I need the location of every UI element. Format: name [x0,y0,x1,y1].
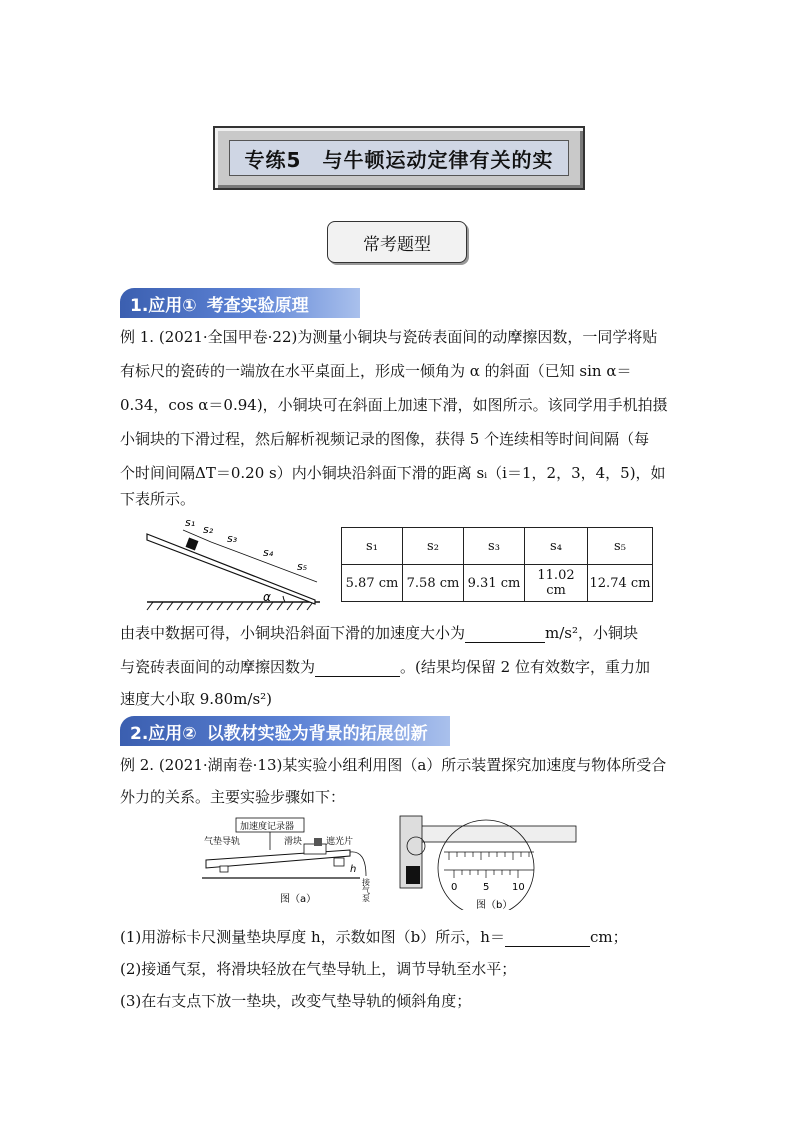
step-2: (2)接通气泵，将滑块轻放在气垫导轨上，调节导轨至水平； [120,960,517,978]
step-1 [120,926,628,947]
section-title: 考查实验原理 [206,295,309,316]
table-cell: 11.02 cm [525,565,588,602]
table-header-cell: s₄ [525,528,588,565]
step-3: (3)在右支点下放一垫块，改变气垫导轨的倾斜角度； [120,992,472,1010]
example1-question-line3: 速度大小取 9.80m/s²) [120,690,273,708]
step-text: cm； [589,928,628,946]
question-text: m/s²，小铜块 [545,624,639,642]
section-title: 以教材实验为背景的拓展创新 [206,723,428,744]
example1-line5: 个时间间隔ΔT＝0.20 s）内小铜块沿斜面下滑的距离 sᵢ（i＝1，2，3，4，5)，如 [120,464,666,482]
example1-line2: 有标尺的瓷砖的一端放在水平桌面上，形成一倾角为 α 的斜面（已知 sin α＝ [120,362,632,380]
table-header-cell: s₂ [403,528,464,565]
label-shade: 遮光片 [326,837,354,847]
table-cell: 12.74 cm [588,565,653,602]
label-s5: s₅ [297,560,308,573]
table-cell: 7.58 cm [403,565,464,602]
question-text: 。(结果均保留 2 位有效数字，重力加 [400,658,650,676]
example2-line2: 外力的关系。主要实验步骤如下： [120,788,346,806]
data-table [341,527,653,602]
caliper-figure [394,810,586,910]
section-badge: 常考题型 [327,221,467,263]
example1-line4: 小铜块的下滑过程，然后解析视频记录的图像，获得 5 个连续相等时间间隔（每 [120,430,650,448]
section-heading-2 [120,716,450,746]
section-heading-1 [120,288,360,318]
question-text: 与瓷砖表面间的动摩擦因数为 [120,658,316,676]
answer-blank-friction[interactable] [315,658,400,677]
tick-5: 5 [483,882,490,893]
tick-10: 10 [512,882,525,893]
example1-line3: 0.34，cos α＝0.94)，小铜块可在斜面上加速下滑，如图所示。该同学用手机拍摄 [120,396,668,414]
label-alpha: α [263,590,271,604]
label-h: h [350,864,357,875]
example1-line1: 例 1. (2021·全国甲卷·22)为测量小铜块与瓷砖表面间的动摩擦因数，一同学将贴 [120,328,658,346]
table-header-cell: s₃ [464,528,525,565]
caption-a: 图（a） [280,894,317,905]
label-s3: s₃ [227,532,238,545]
example1-question-line2 [120,656,650,677]
example1-line6: 下表所示。 [120,490,196,508]
example2-line1: 例 2. (2021·湖南卷·13)某实验小组利用图（a）所示装置探究加速度与物体所受合 [120,756,667,774]
page-title: 专练5 与牛顿运动定律有关的实 [229,140,569,176]
section-number: 1.应用① [130,295,197,316]
caption-b: 图（b） [476,900,513,910]
section-number: 2.应用② [130,723,197,744]
label-pump: 接气泵 [361,878,371,902]
table-cell: 5.87 cm [342,565,403,602]
answer-blank-h[interactable] [505,928,590,947]
table-cell: 9.31 cm [464,565,525,602]
example1-question-line1 [120,622,638,643]
label-s1: s₁ [185,516,196,529]
table-header-cell: s₁ [342,528,403,565]
incline-figure [145,512,325,612]
label-s2: s₂ [203,523,214,536]
label-s4: s₄ [263,546,274,559]
label-recorder: 加速度记录器 [240,822,295,832]
title-frame [213,126,585,190]
label-slider: 滑块 [284,837,303,847]
question-text: 由表中数据可得，小铜块沿斜面下滑的加速度大小为 [120,624,466,642]
answer-blank-acceleration[interactable] [465,624,545,643]
table-row [342,565,653,602]
table-header-row [342,528,653,565]
air-track-figure [200,816,390,906]
step-text: (1)用游标卡尺测量垫块厚度 h，示数如图（b）所示，h＝ [120,928,505,946]
tick-0: 0 [451,882,458,893]
table-header-cell: s₅ [588,528,653,565]
label-rail: 气垫导轨 [204,837,241,847]
